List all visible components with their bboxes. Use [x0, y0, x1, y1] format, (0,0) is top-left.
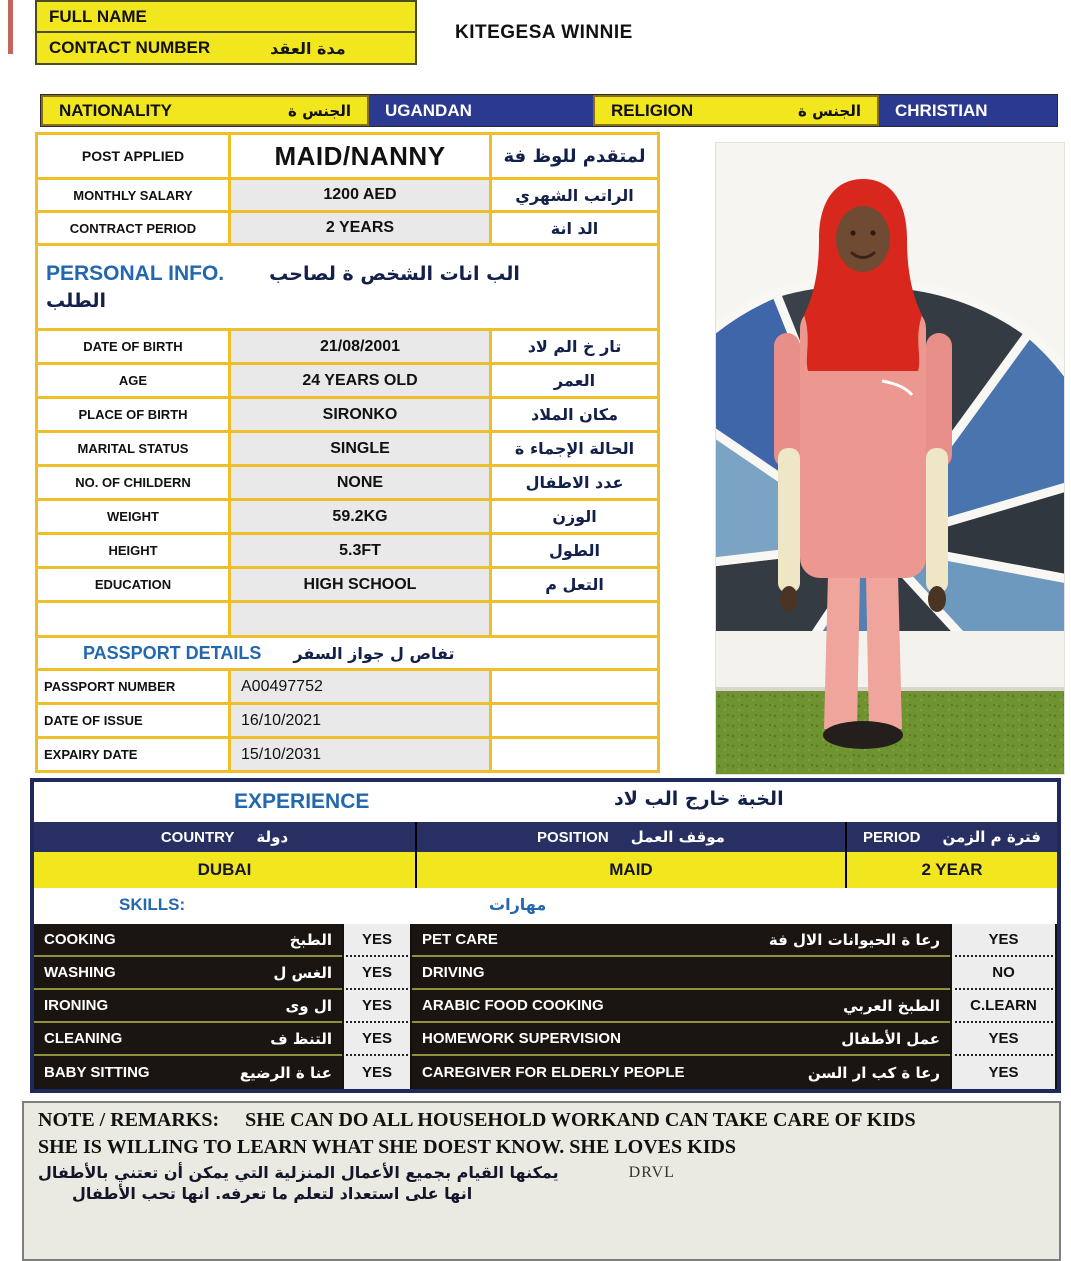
skill-homework [412, 1023, 950, 1056]
experience-section [30, 778, 1061, 1093]
skill-cleaning-answer: YES [342, 1023, 412, 1056]
empty-row-label [38, 603, 228, 635]
country-arabic: دولة [256, 828, 289, 846]
skill-pet-care [412, 924, 950, 957]
note-text-1: SHE CAN DO ALL HOUSEHOLD WORKAND CAN TAKE CARE OF KIDS [245, 1109, 916, 1131]
note-line-4 [72, 1184, 1045, 1204]
skill-washing-arabic: الغس ل [273, 963, 332, 982]
main-info-table [35, 132, 660, 773]
position-arabic: موقف العمل [630, 828, 725, 846]
nationality-label-cell [41, 95, 369, 126]
skill-driving-label: DRIVING [422, 964, 485, 981]
skill-babysitting-answer: YES [342, 1056, 412, 1089]
applicant-name: KITEGESA WINNIE [455, 22, 633, 43]
education-arabic: التعل م [492, 569, 657, 600]
birthplace-arabic: مكان الملاد [492, 399, 657, 430]
country-column-header [34, 822, 415, 852]
birthplace-label: PLACE OF BIRTH [38, 399, 228, 430]
period-label: PERIOD [863, 828, 921, 846]
note-label: NOTE / REMARKS: [38, 1109, 220, 1131]
empty-row-arabic [492, 603, 657, 635]
weight-label: WEIGHT [38, 501, 228, 532]
expiry-date-extra [492, 739, 657, 770]
marital-status-value: SINGLE [231, 433, 489, 464]
note-text-2: SHE IS WILLING TO LEARN WHAT SHE DOEST KNOW. SHE LOVES KIDS [38, 1136, 737, 1158]
skill-homework-answer: YES [950, 1023, 1057, 1056]
skill-ironing [34, 990, 342, 1023]
note-remarks-box [22, 1101, 1061, 1261]
children-label: NO. OF CHILDERN [38, 467, 228, 498]
experience-title: EXPERIENCE [234, 790, 370, 813]
country-label: COUNTRY [160, 828, 235, 846]
skill-cooking-arabic: الطبخ [289, 930, 332, 949]
personal-info-title: PERSONAL INFO. [46, 262, 225, 285]
religion-label-cell [593, 95, 879, 126]
name-table [35, 0, 417, 65]
expiry-date-value: 15/10/2031 [231, 739, 489, 770]
skill-washing-label: WASHING [44, 964, 116, 981]
contract-period-value: 2 YEARS [231, 213, 489, 243]
full-name-row [37, 2, 415, 31]
height-label: HEIGHT [38, 535, 228, 566]
period-arabic: فترة م الزمن [942, 828, 1041, 846]
birthplace-value: SIRONKO [231, 399, 489, 430]
passport-number-value: A00497752 [231, 671, 489, 702]
weight-arabic: الوزن [492, 501, 657, 532]
personal-info-header [38, 246, 657, 328]
skill-cleaning-label: CLEANING [44, 1030, 123, 1047]
skill-babysitting-arabic: عنا ة الرضيع [239, 1063, 332, 1082]
empty-row-value [231, 603, 489, 635]
contact-number-row [37, 31, 415, 63]
note-arabic-1: يمكنها القيام بجميع الأعمال المنزلية التي يمكن أن تعتني بالأطفال [38, 1163, 559, 1182]
skill-cleaning [34, 1023, 342, 1056]
experience-header [34, 782, 1057, 822]
contract-period-arabic: الد انة [492, 213, 657, 243]
skills-title: SKILLS: [119, 895, 186, 914]
skills-title-arabic: مهارات [489, 895, 547, 914]
education-value: HIGH SCHOOL [231, 569, 489, 600]
skill-babysitting [34, 1056, 342, 1089]
position-label: POSITION [537, 828, 609, 846]
experience-country-value: DUBAI [197, 860, 252, 879]
experience-position-value: MAID [415, 852, 845, 888]
passport-number-label: PASSPORT NUMBER [38, 671, 228, 702]
date-of-issue-value: 16/10/2021 [231, 705, 489, 736]
skill-caregiver-arabic: رعا ة كب ار السن [807, 1063, 940, 1082]
skill-washing [34, 957, 342, 990]
position-column-header [415, 822, 845, 852]
monthly-salary-value: 1200 AED [231, 180, 489, 210]
contract-period-label: CONTRACT PERIOD [38, 213, 228, 243]
religion-label: RELIGION [611, 100, 694, 120]
skill-driving [412, 957, 950, 990]
expiry-date-label: EXPAIRY DATE [38, 739, 228, 770]
skill-caregiver-answer: YES [950, 1056, 1057, 1089]
age-arabic: العمر [492, 365, 657, 396]
nationality-religion-bar [40, 94, 1058, 127]
passport-details-title-arabic: تفاص ل جواز السفر [293, 643, 455, 663]
post-applied-label: POST APPLIED [38, 135, 228, 177]
skill-cleaning-arabic: التنظ ف [270, 1029, 332, 1048]
skill-homework-label: HOMEWORK SUPERVISION [422, 1030, 621, 1047]
post-applied-arabic: لمتقدم للوظ فة [492, 135, 657, 177]
post-applied-value: MAID/NANNY [231, 135, 489, 177]
dob-arabic: تار خ الم لاد [492, 331, 657, 362]
experience-entry-row [34, 852, 1057, 888]
contact-number-label: CONTACT NUMBER [49, 38, 211, 57]
skill-washing-answer: YES [342, 957, 412, 990]
scan-mark [8, 0, 13, 54]
education-label: EDUCATION [38, 569, 228, 600]
nationality-arabic: الجنس ة [288, 101, 351, 120]
age-label: AGE [38, 365, 228, 396]
skill-arabic-food-label: ARABIC FOOD COOKING [422, 997, 604, 1014]
passport-details-header [38, 638, 657, 668]
skill-cooking-answer: YES [342, 924, 412, 957]
skill-cooking [34, 924, 342, 957]
weight-value: 59.2KG [231, 501, 489, 532]
skill-homework-arabic: عمل الأطفال [841, 1029, 940, 1048]
skill-arabic-food [412, 990, 950, 1023]
religion-arabic: الجنس ة [798, 101, 861, 120]
nationality-value: UGANDAN [385, 100, 472, 120]
personal-info-title-arabic-2: الطلب [46, 290, 107, 312]
note-code: DRVL [628, 1163, 675, 1181]
period-column-header [845, 822, 1057, 852]
experience-period-value: 2 YEAR [845, 852, 1057, 888]
dob-label: DATE OF BIRTH [38, 331, 228, 362]
skill-ironing-answer: YES [342, 990, 412, 1023]
date-of-issue-label: DATE OF ISSUE [38, 705, 228, 736]
height-value: 5.3FT [231, 535, 489, 566]
nationality-label: NATIONALITY [59, 100, 173, 120]
applicant-photo [715, 142, 1065, 775]
age-value: 24 YEARS OLD [231, 365, 489, 396]
experience-column-headers [34, 822, 1057, 852]
skill-pet-care-answer: YES [950, 924, 1057, 957]
experience-title-arabic: الخبة خارج الب لاد [614, 788, 784, 810]
religion-value: CHRISTIAN [895, 100, 988, 120]
dob-value: 21/08/2001 [231, 331, 489, 362]
skill-arabic-food-arabic: الطبخ العربي [843, 996, 940, 1015]
personal-info-title-arabic: الب انات الشخص ة لصاحب [269, 263, 520, 285]
skill-babysitting-label: BABY SITTING [44, 1064, 150, 1081]
marital-status-arabic: الحالة الإجماء ة [492, 433, 657, 464]
date-of-issue-extra [492, 705, 657, 736]
applicant-photo-illustration [716, 143, 1064, 774]
skill-ironing-arabic: ال وى [285, 996, 332, 1015]
passport-number-extra [492, 671, 657, 702]
skill-cooking-label: COOKING [44, 931, 116, 948]
skill-ironing-label: IRONING [44, 997, 109, 1014]
marital-status-label: MARITAL STATUS [38, 433, 228, 464]
skill-caregiver-label: CAREGIVER FOR ELDERLY PEOPLE [422, 1064, 685, 1081]
full-name-label: FULL NAME [49, 6, 147, 26]
contact-number-arabic: مدة العقد [270, 38, 346, 58]
skills-header [34, 888, 1057, 924]
skill-caregiver [412, 1056, 950, 1089]
skill-pet-care-label: PET CARE [422, 931, 498, 948]
children-arabic: عدد الاطفال [492, 467, 657, 498]
note-arabic-2: انها على استعداد لتعلم ما تعرفه. انها تحب الأطفال [72, 1184, 473, 1203]
children-value: NONE [231, 467, 489, 498]
passport-details-title: PASSPORT DETAILS [83, 642, 262, 663]
skill-driving-answer: NO [950, 957, 1057, 990]
skills-grid [34, 924, 1057, 1089]
note-line-3 [38, 1163, 1045, 1182]
monthly-salary-arabic: الراتب الشهري [492, 180, 657, 210]
note-line-1 [38, 1109, 1045, 1132]
skill-pet-care-arabic: رعا ة الحيوانات الال فة [768, 930, 940, 949]
height-arabic: الطول [492, 535, 657, 566]
monthly-salary-label: MONTHLY SALARY [38, 180, 228, 210]
skill-arabic-food-answer: C.LEARN [950, 990, 1057, 1023]
